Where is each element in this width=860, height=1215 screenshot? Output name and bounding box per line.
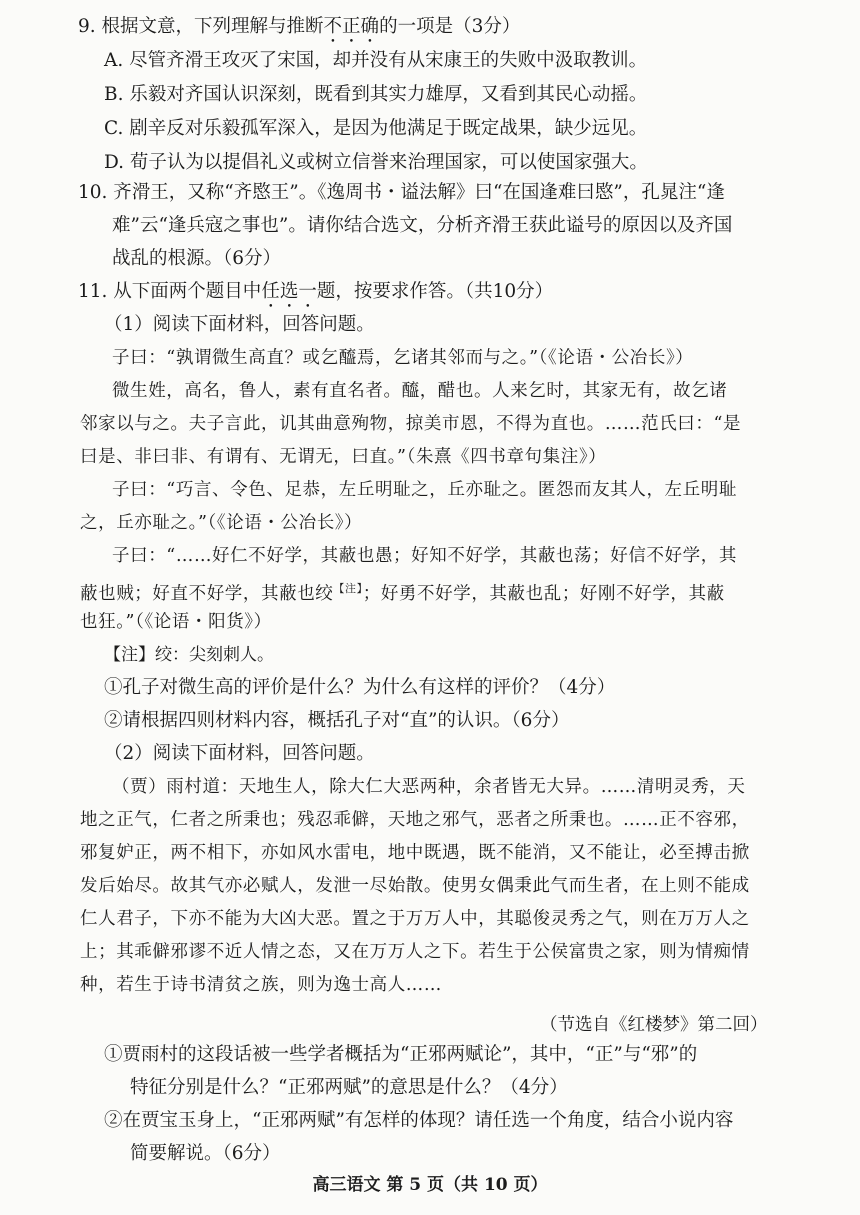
q11-part2-title: （2）阅读下面材料，回答问题。 [104, 743, 375, 764]
q9-option-c: C. 剧辛反对乐毅孤军深入，是因为他满足于既定战果，缺少远见。 [104, 118, 648, 139]
q9-option-b: B. 乐毅对齐国认识深刻，既看到其实力雄厚，又看到其民心动摇。 [104, 84, 648, 105]
q9-emphasis: 不正确 [323, 16, 380, 37]
q10-line-1: 10. 齐滑王，又称“齐愍王”。《逸周书・谥法解》曰“在国逢难曰愍”，孔晁注“逢 [78, 182, 725, 203]
hlm-line-2: 地之正气，仁者之所秉也；残忍乖僻，天地之邪气，恶者之所秉也。……正不容邪， [80, 810, 750, 830]
material-line-4: 曰是、非曰非、有谓有、无谓无，曰直。”（朱熹《四书章句集注》） [80, 447, 607, 467]
part2-question-2-line-1: ②在贾宝玉身上，“正邪两赋”有怎样的体现？请任选一个角度，结合小说内容 [104, 1110, 734, 1131]
q9-option-d: D. 荀子认为以提倡礼义或树立信誉来治理国家，可以使国家强大。 [104, 152, 648, 173]
hlm-line-3: 邪复妒正，两不相下，亦如风水雷电，地中既遇，既不能消，又不能让，必至搏击掀 [80, 843, 750, 863]
part2-question-1-line-1: ①贾雨村的这段话被一些学者概括为“正邪两赋论”，其中，“正”与“邪”的 [104, 1044, 698, 1065]
material-line-2: 微生姓，高名，鲁人，素有直名者。醯，醋也。人来乞时，其家无有，故乞诸 [112, 381, 728, 401]
q11-part1-title: （1）阅读下面材料，回答问题。 [104, 314, 375, 335]
hlm-line-1: （贾）雨村道：天地生人，除大仁大恶两种，余者皆无大异。……清明灵秀，天 [112, 777, 746, 797]
q11-emphasis: 任选一 [261, 281, 317, 302]
material-line-1: 子曰：“孰谓微生高直？或乞醯焉，乞诸其邻而与之。”（《论语・公冶长》） [112, 348, 694, 368]
part2-question-2-line-2: 简要解说。（6分） [130, 1143, 281, 1164]
hlm-source: （节选自《红楼梦》第二回） [540, 1015, 768, 1035]
material-line-9: 也狂。”（《论语・阳货》） [80, 612, 272, 632]
material-line-8: 蔽也贼；好直不好学，其蔽也绞$^{【注】}$；好勇不好学，其蔽也乱；好刚不好学，其蔽 [80, 582, 725, 604]
material-line-7: 子曰：“……好仁不好学，其蔽也愚；好知不好学，其蔽也荡；好信不好学，其 [112, 546, 737, 566]
part2-question-1-line-2: 特征分别是什么？“正邪两赋”的意思是什么？（4分） [130, 1077, 568, 1098]
part1-question-1: ①孔子对微生高的评价是什么？为什么有这样的评价？（4分） [104, 677, 616, 698]
material-line-6: 之，丘亦耻之。”（《论语・公冶长》） [80, 513, 363, 533]
q10-line-3: 战乱的根源。（6分） [112, 248, 282, 269]
q11-stem: 11. 从下面两个题目中任选一题，按要求作答。（共10分） [78, 281, 554, 302]
note-marker: 【注】 [333, 582, 363, 595]
hlm-line-5: 仁人君子，下亦不能为大凶大恶。置之于万万人中，其聪俊灵秀之气，则在万万人之 [80, 909, 750, 929]
q10-line-2: 难”云“逢兵寇之事也”。请你结合选文，分析齐滑王获此谥号的原因以及齐国 [112, 215, 733, 236]
part1-question-2: ②请根据四则材料内容，概括孔子对“直”的认识。（6分） [104, 710, 570, 731]
hlm-line-6: 上；其乖僻邪谬不近人情之态，又在万万人之下。若生于公侯富贵之家，则为情痴情 [80, 942, 750, 962]
hlm-line-4: 发后始尽。故其气亦必赋人，发泄一尽始散。使男女偶秉此气而生者，在上则不能成 [80, 876, 750, 896]
hlm-line-7: 种，若生于诗书清贫之族，则为逸士高人…… [80, 975, 442, 995]
material-line-3: 邻家以与之。夫子言此，讥其曲意殉物，掠美市恩，不得为直也。……范氏曰：“是 [80, 414, 742, 434]
page-footer: 高三语文 第 5 页（共 10 页） [312, 1175, 548, 1195]
material-line-5: 子曰：“巧言、令色、足恭，左丘明耻之，丘亦耻之。匿怨而友其人，左丘明耻 [112, 480, 737, 500]
q9-stem: 9. 根据文意，下列理解与推断不正确的一项是（3分） [78, 16, 521, 37]
note: 【注】绞：尖刻刺人。 [104, 645, 274, 665]
q9-option-a: A. 尽管齐滑王攻灭了宋国，却并没有从宋康王的失败中汲取教训。 [104, 50, 648, 71]
